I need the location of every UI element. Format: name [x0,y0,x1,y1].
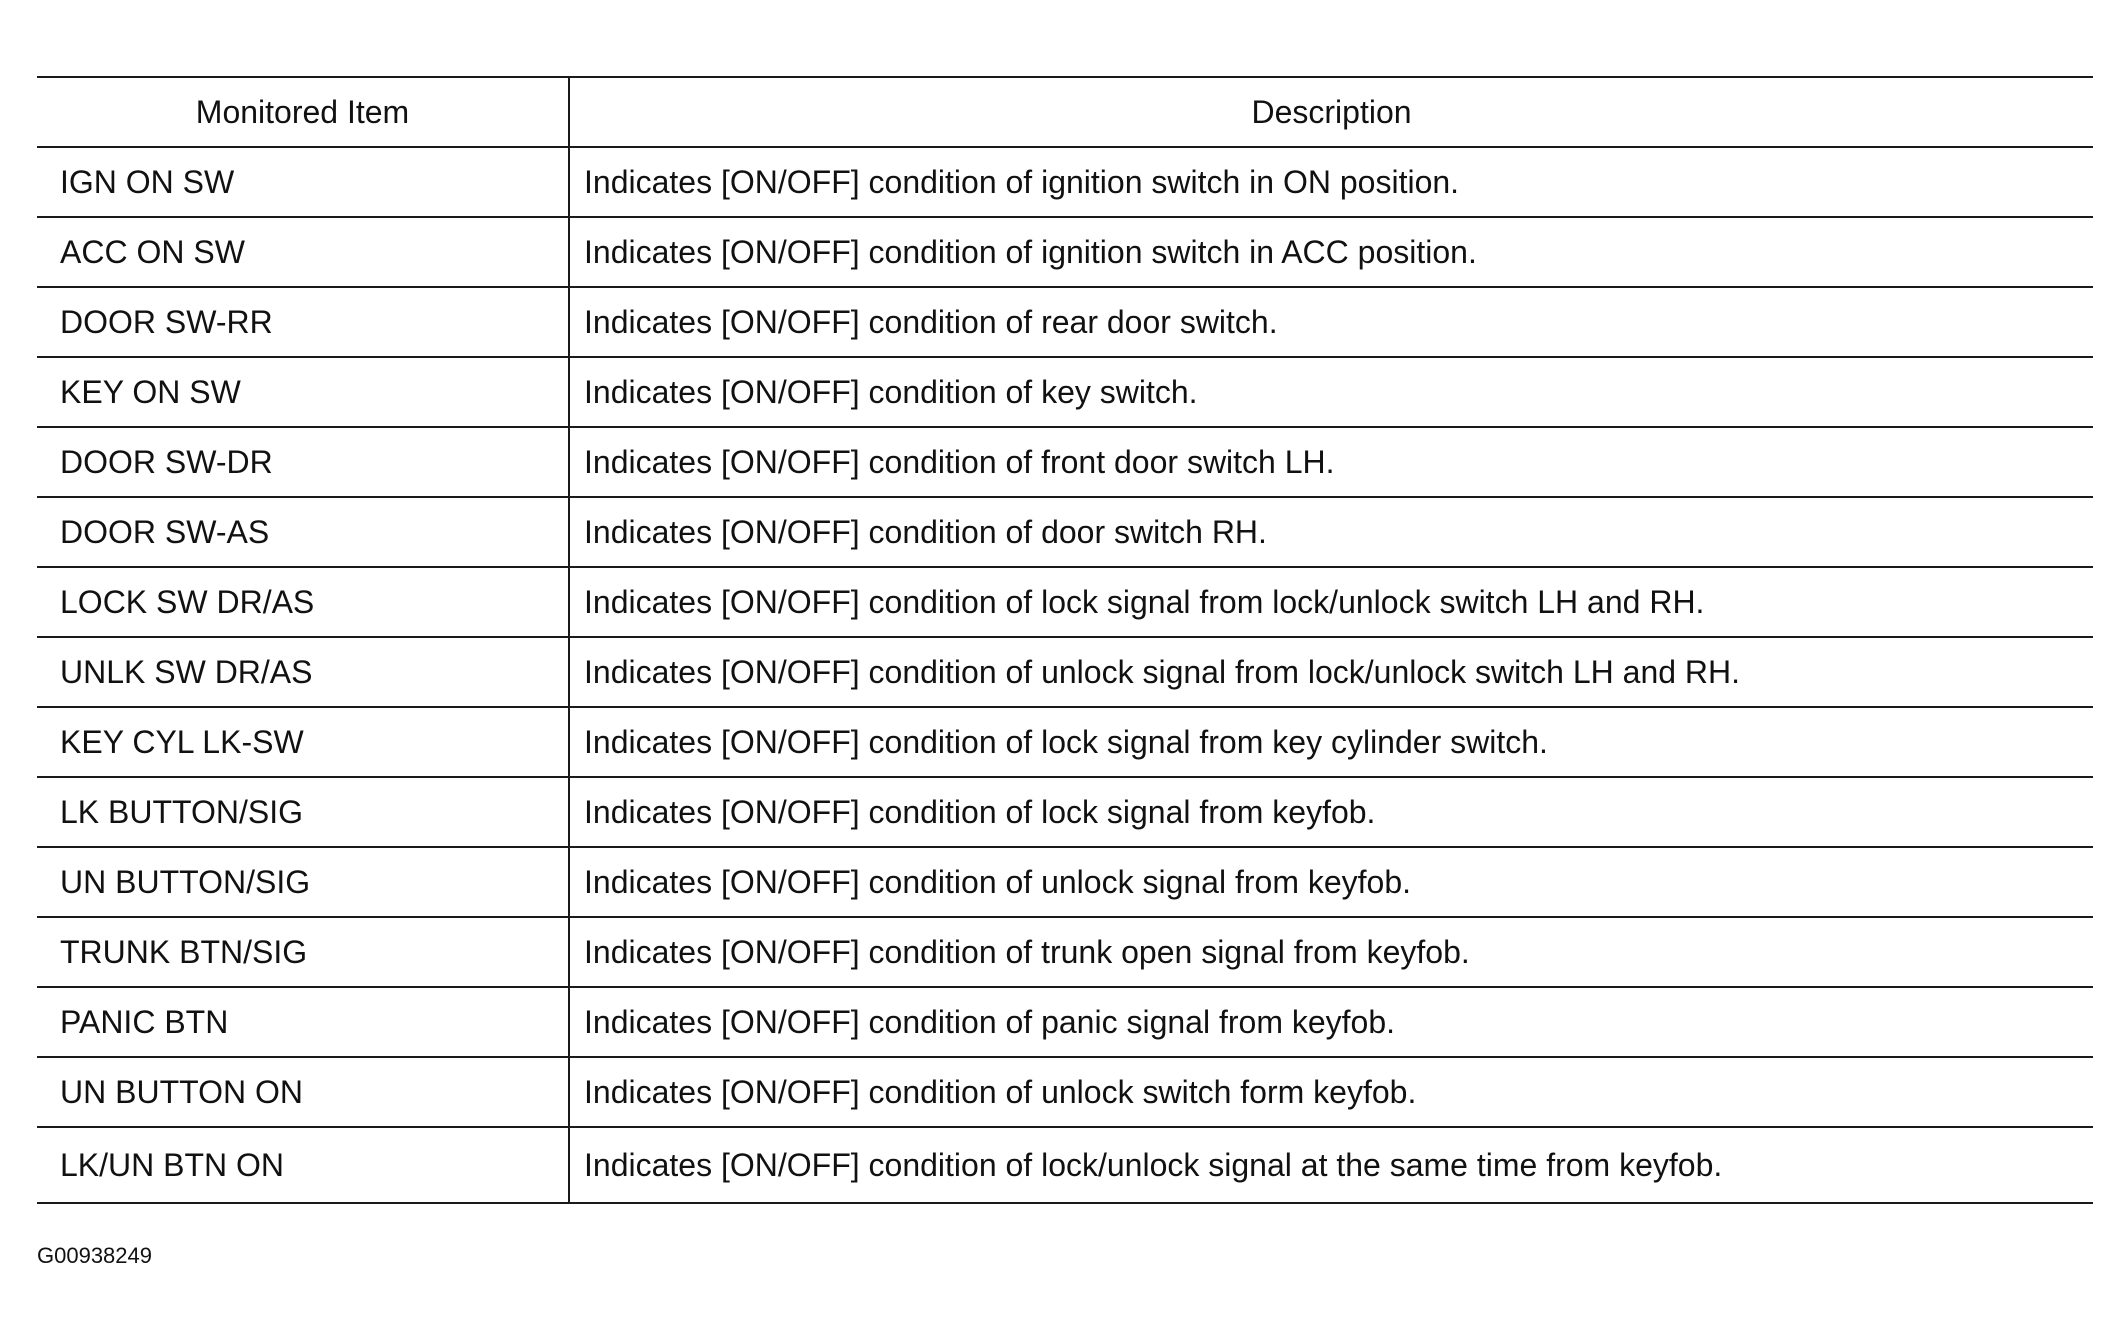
description-cell: Indicates [ON/OFF] condition of key switch. [569,357,2093,427]
table-row [37,707,2093,777]
monitored-item-cell: IGN ON SW [37,147,569,217]
description-cell: Indicates [ON/OFF] condition of lock/unlock signal at the same time from keyfob. [569,1127,2093,1203]
monitored-item-cell: ACC ON SW [37,217,569,287]
table-header [37,77,2093,147]
monitored-item-cell: KEY CYL LK-SW [37,707,569,777]
monitored-item-cell: DOOR SW-RR [37,287,569,357]
monitored-item-cell: TRUNK BTN/SIG [37,917,569,987]
table-row [37,1127,2093,1203]
table-row [37,917,2093,987]
description-cell: Indicates [ON/OFF] condition of front door switch LH. [569,427,2093,497]
table-row [37,847,2093,917]
monitored-item-cell: DOOR SW-DR [37,427,569,497]
table-row [37,427,2093,497]
monitored-items-table [37,76,2093,1204]
table-row [37,777,2093,847]
description-cell: Indicates [ON/OFF] condition of rear door switch. [569,287,2093,357]
monitored-item-cell: DOOR SW-AS [37,497,569,567]
monitored-item-cell: LOCK SW DR/AS [37,567,569,637]
table-row [37,357,2093,427]
description-cell: Indicates [ON/OFF] condition of door switch RH. [569,497,2093,567]
description-cell: Indicates [ON/OFF] condition of ignition switch in ON position. [569,147,2093,217]
header-monitored-item: Monitored Item [37,77,569,147]
header-row [37,77,2093,147]
monitored-item-cell: KEY ON SW [37,357,569,427]
monitored-item-cell: LK/UN BTN ON [37,1127,569,1203]
description-cell: Indicates [ON/OFF] condition of lock signal from keyfob. [569,777,2093,847]
description-cell: Indicates [ON/OFF] condition of unlock signal from keyfob. [569,847,2093,917]
monitored-item-cell: LK BUTTON/SIG [37,777,569,847]
description-cell: Indicates [ON/OFF] condition of panic signal from keyfob. [569,987,2093,1057]
table-body [37,147,2093,1203]
description-cell: Indicates [ON/OFF] condition of lock signal from lock/unlock switch LH and RH. [569,567,2093,637]
monitored-item-cell: UN BUTTON ON [37,1057,569,1127]
figure-id: G00938249 [37,1243,152,1268]
description-cell: Indicates [ON/OFF] condition of unlock switch form keyfob. [569,1057,2093,1127]
header-description: Description [569,77,2093,147]
monitored-item-cell: UN BUTTON/SIG [37,847,569,917]
table-row [37,637,2093,707]
table-row [37,147,2093,217]
table-row [37,497,2093,567]
table-row [37,987,2093,1057]
table-row [37,567,2093,637]
description-cell: Indicates [ON/OFF] condition of unlock signal from lock/unlock switch LH and RH. [569,637,2093,707]
monitored-item-cell: UNLK SW DR/AS [37,637,569,707]
description-cell: Indicates [ON/OFF] condition of lock signal from key cylinder switch. [569,707,2093,777]
description-cell: Indicates [ON/OFF] condition of trunk open signal from keyfob. [569,917,2093,987]
table-row [37,1057,2093,1127]
monitored-item-cell: PANIC BTN [37,987,569,1057]
table-row [37,217,2093,287]
table-row [37,287,2093,357]
description-cell: Indicates [ON/OFF] condition of ignition switch in ACC position. [569,217,2093,287]
